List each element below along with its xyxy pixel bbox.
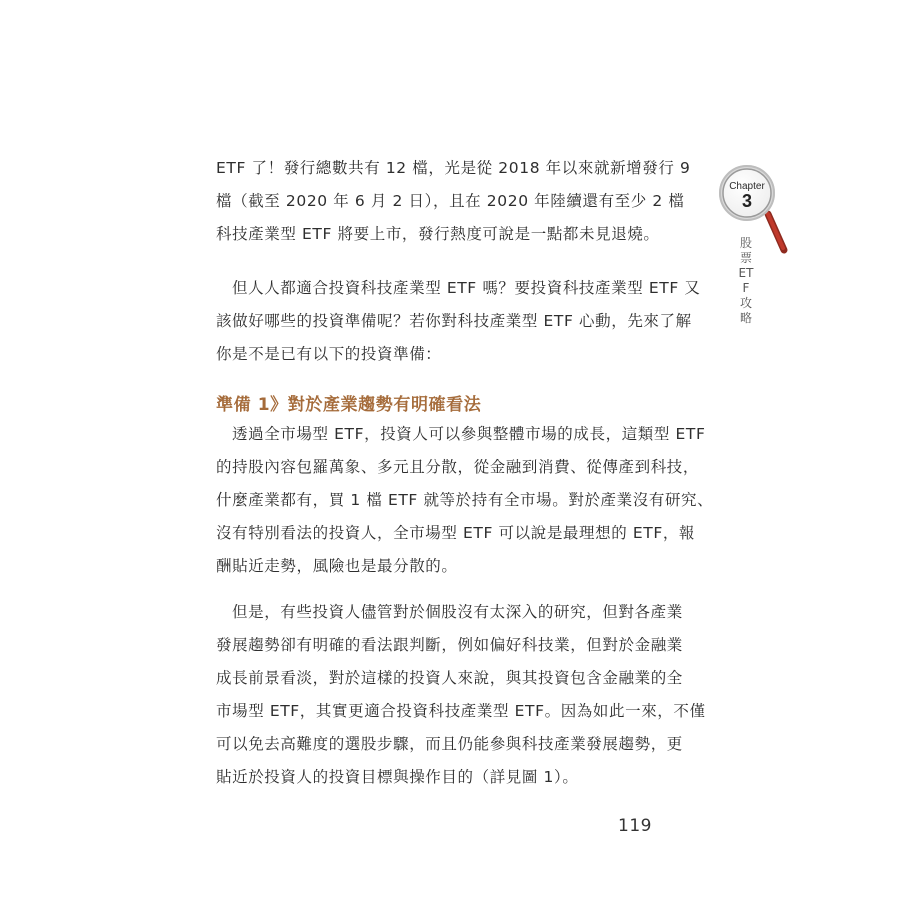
text-line: 但是，有些投資人儘管對於個股沒有太深入的研究，但對各產業 [232,603,683,621]
chapter-badge [716,160,796,270]
text-line: 發展趨勢卻有明確的看法跟判斷，例如偏好科技業，但對於金融業 [216,636,683,654]
text-line: 科技產業型 ETF 將要上市，發行熱度可說是一點都未見退燒。 [216,225,660,243]
text-line: 可以免去高難度的選股步驟，而且仍能參與科技產業發展趨勢，更 [216,735,683,753]
text-line: ETF 了！發行總數共有 12 檔，光是從 2018 年以來就新增發行 9 [216,159,691,177]
section-heading: 準備 1》對於產業趨勢有明確看法 [216,395,482,415]
text-line: 的持股內容包羅萬象、多元且分散，從金融到消費、從傳產到科技， [216,458,700,476]
chapter-label: Chapter [729,181,765,192]
text-line: 但人人都適合投資科技產業型 ETF 嗎？要投資科技產業型 ETF 又 [232,279,701,297]
text-line: 你是不是已有以下的投資準備： [216,345,442,363]
text-line: 市場型 ETF，其實更適合投資科技產業型 ETF。因為如此一來，不僅 [216,702,706,720]
paragraph-etf-count [216,152,691,251]
magnifier-icon [716,160,796,270]
chapter-number: 3 [741,191,752,211]
chapter-section-tag: 股票ETF攻略 [738,236,754,325]
text-line: 檔（截至 2020 年 6 月 2 日），且在 2020 年陸續還有至少 2 檔 [216,192,685,210]
text-line: 貼近於投資人的投資目標與操作目的（詳見圖 1）。 [216,768,579,786]
paragraph-market-etf [216,418,714,583]
paragraph-tech-etf [216,596,706,794]
page-number: 119 [618,816,652,836]
text-line: 酬貼近走勢，風險也是最分散的。 [216,557,458,575]
paragraph-question [216,272,701,371]
text-line: 沒有特別看法的投資人，全市場型 ETF 可以說是最理想的 ETF，報 [216,524,696,542]
text-line: 成長前景看淡，對於這樣的投資人來說，與其投資包含金融業的全 [216,669,683,687]
text-line: 什麼產業都有，買 1 檔 ETF 就等於持有全市場。對於產業沒有研究、 [216,491,714,509]
text-line: 透過全市場型 ETF，投資人可以參與整體市場的成長，這類型 ETF [232,425,706,443]
text-line: 該做好哪些的投資準備呢？若你對科技產業型 ETF 心動，先來了解 [216,312,692,330]
